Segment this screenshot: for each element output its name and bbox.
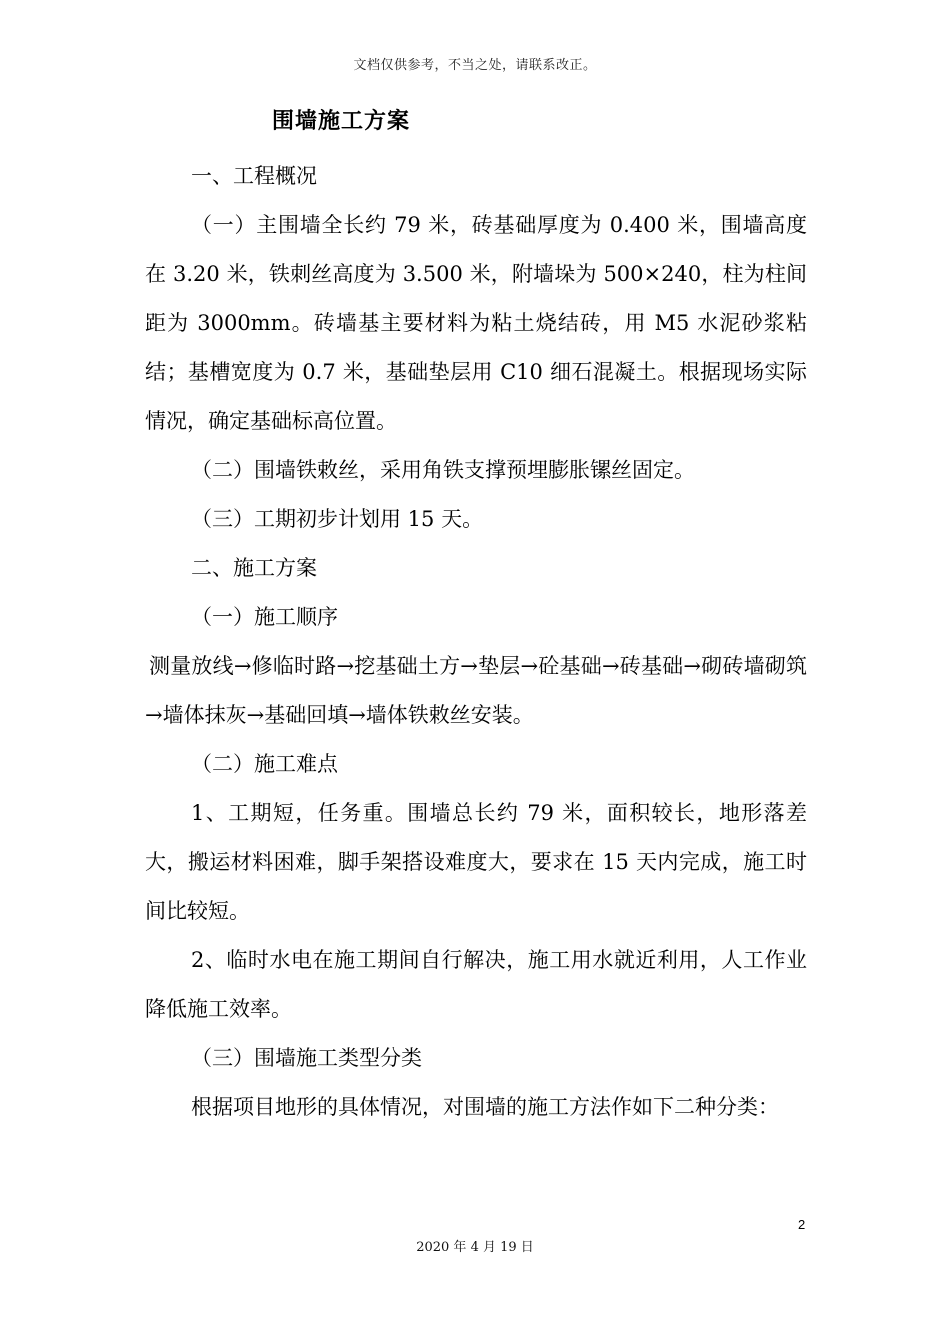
page-number: 2 <box>798 1217 806 1232</box>
footer-date: 2020 年 4 月 19 日 <box>416 1240 534 1255</box>
paragraph-wire-fixing: （二）围墙铁敕丝，采用角铁支撑预埋膨胀镙丝固定。 <box>191 458 695 482</box>
paragraph-sequence-flow: 测量放线→修临时路→挖基础土方→垫层→砼基础→砖基础→砌砖墙砌筑→墙体抹灰→基础回填→墙体铁敕丝安装。 <box>145 654 807 727</box>
subheading-difficulties: （二）施工难点 <box>191 752 338 776</box>
section-heading-plan: 二、施工方案 <box>191 556 317 580</box>
paragraph-schedule: （三）工期初步计划用 15 天。 <box>191 507 484 531</box>
subheading-classification: （三）围墙施工类型分类 <box>191 1046 422 1070</box>
header-disclaimer: 文档仅供参考，不当之处，请联系改正。 <box>353 58 597 73</box>
paragraph-classification: 根据项目地形的具体情况，对围墙的施工方法作如下二种分类： <box>191 1095 779 1119</box>
document-body <box>145 152 807 1132</box>
paragraph-wall-specs: （一）主围墙全长约 79 米，砖基础厚度为 0.400 米，围墙高度在 3.20 米，铁刺丝高度为 3.500 米，附墙垛为 500×240，柱为柱间距为 3000mm。砖墙基主要材料为粘土烧结砖，用 M5 水泥砂浆粘结；基槽宽度为 0.7 米，基础垫层用 C10 细石混凝土。根据现场实际情况，确定基础标高位置。 <box>145 213 807 433</box>
section-heading-overview: 一、工程概况 <box>191 164 317 188</box>
paragraph-difficulty-1: 1、工期短，任务重。围墙总长约 79 米，面积较长，地形落差大，搬运材料困难，脚手架搭设难度大，要求在 15 天内完成，施工时间比较短。 <box>145 801 807 923</box>
subheading-sequence: （一）施工顺序 <box>191 605 338 629</box>
document-title: 围墙施工方案 <box>272 108 411 134</box>
paragraph-difficulty-2: 2、临时水电在施工期间自行解决，施工用水就近利用，人工作业降低施工效率。 <box>145 948 807 1021</box>
